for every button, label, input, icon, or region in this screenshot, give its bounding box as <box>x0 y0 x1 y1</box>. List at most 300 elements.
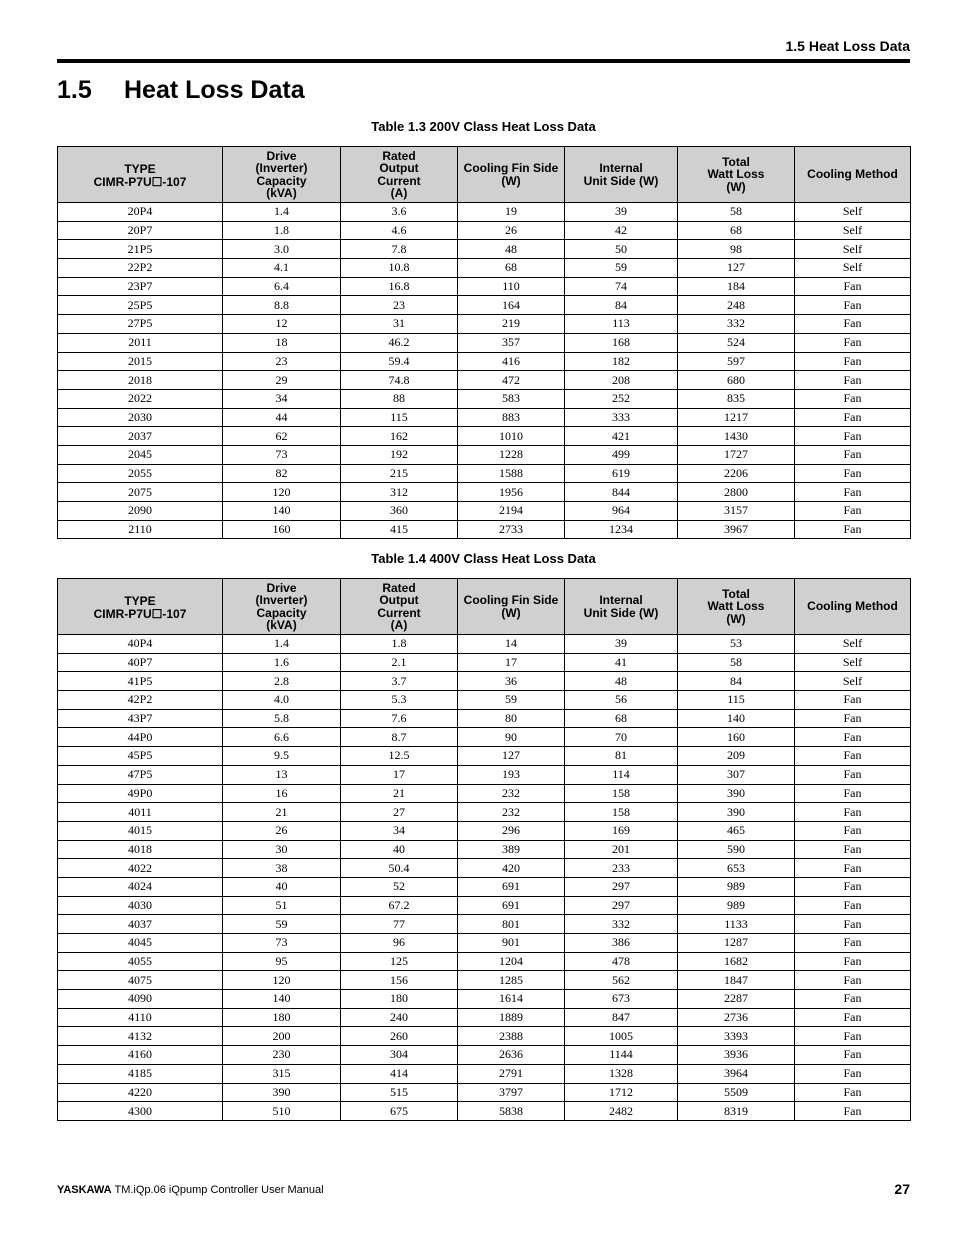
cell-total: 989 <box>678 877 795 896</box>
cell-total: 3936 <box>678 1046 795 1065</box>
cell-total: 58 <box>678 203 795 222</box>
cell-current: 240 <box>341 1008 458 1027</box>
column-header-fin <box>458 579 565 635</box>
cell-method: Fan <box>795 821 911 840</box>
cell-type: 20P7 <box>58 221 223 240</box>
cell-type: 4011 <box>58 803 223 822</box>
cell-total: 1217 <box>678 408 795 427</box>
column-header-line: Unit Side (W) <box>583 605 659 620</box>
cell-total: 3964 <box>678 1064 795 1083</box>
cell-internal: 81 <box>565 747 678 766</box>
cell-current: 415 <box>341 520 458 539</box>
cell-total: 1287 <box>678 934 795 953</box>
cell-total: 8319 <box>678 1102 795 1121</box>
cell-fin: 801 <box>458 915 565 934</box>
cell-method: Fan <box>795 483 911 502</box>
cell-capacity: 180 <box>223 1008 341 1027</box>
cell-fin: 36 <box>458 672 565 691</box>
cell-current: 67.2 <box>341 896 458 915</box>
column-header-line: (W) <box>726 611 746 626</box>
cell-method: Fan <box>795 728 911 747</box>
cell-internal: 42 <box>565 221 678 240</box>
cell-total: 2800 <box>678 483 795 502</box>
cell-internal: 74 <box>565 277 678 296</box>
cell-capacity: 200 <box>223 1027 341 1046</box>
cell-method: Fan <box>795 1046 911 1065</box>
column-header-line: (kVA) <box>266 618 297 632</box>
cell-current: 7.8 <box>341 240 458 259</box>
cell-method: Fan <box>795 296 911 315</box>
cell-fin: 1010 <box>458 427 565 446</box>
cell-total: 465 <box>678 821 795 840</box>
column-header-method <box>795 579 911 635</box>
cell-capacity: 29 <box>223 371 341 390</box>
cell-current: 5.3 <box>341 691 458 710</box>
cell-fin: 1889 <box>458 1008 565 1027</box>
table-row <box>58 203 911 222</box>
table-row <box>58 296 911 315</box>
cell-method: Fan <box>795 1008 911 1027</box>
column-header-line: Rated <box>382 580 416 595</box>
cell-method: Fan <box>795 952 911 971</box>
table-row <box>58 952 911 971</box>
cell-total: 127 <box>678 259 795 278</box>
cell-total: 248 <box>678 296 795 315</box>
table-row <box>58 990 911 1009</box>
cell-current: 52 <box>341 877 458 896</box>
cell-method: Fan <box>795 934 911 953</box>
cell-current: 675 <box>341 1102 458 1121</box>
cell-total: 1847 <box>678 971 795 990</box>
cell-type: 47P5 <box>58 765 223 784</box>
cell-fin: 127 <box>458 747 565 766</box>
column-header-line: (kVA) <box>266 186 297 200</box>
cell-current: 414 <box>341 1064 458 1083</box>
cell-capacity: 1.6 <box>223 653 341 672</box>
column-header-fin <box>458 147 565 203</box>
cell-capacity: 6.6 <box>223 728 341 747</box>
cell-capacity: 40 <box>223 877 341 896</box>
cell-type: 4110 <box>58 1008 223 1027</box>
cell-type: 40P7 <box>58 653 223 672</box>
cell-current: 27 <box>341 803 458 822</box>
cell-type: 49P0 <box>58 784 223 803</box>
cell-current: 312 <box>341 483 458 502</box>
cell-method: Self <box>795 259 911 278</box>
column-header-type <box>58 579 223 635</box>
cell-capacity: 38 <box>223 859 341 878</box>
table-row <box>58 427 911 446</box>
cell-capacity: 120 <box>223 971 341 990</box>
cell-fin: 389 <box>458 840 565 859</box>
cell-current: 8.7 <box>341 728 458 747</box>
cell-capacity: 6.4 <box>223 277 341 296</box>
cell-type: 2055 <box>58 464 223 483</box>
page-number: 27 <box>894 1181 910 1197</box>
cell-internal: 1712 <box>565 1083 678 1102</box>
cell-capacity: 3.0 <box>223 240 341 259</box>
cell-capacity: 140 <box>223 990 341 1009</box>
cell-internal: 332 <box>565 915 678 934</box>
cell-current: 12.5 <box>341 747 458 766</box>
cell-total: 209 <box>678 747 795 766</box>
column-header-line: Watt Loss <box>707 599 765 614</box>
cell-total: 307 <box>678 765 795 784</box>
footer-manual: TM.iQp.06 iQpump Controller User Manual <box>114 1184 324 1196</box>
cell-current: 40 <box>341 840 458 859</box>
cell-type: 2030 <box>58 408 223 427</box>
cell-method: Fan <box>795 445 911 464</box>
cell-capacity: 23 <box>223 352 341 371</box>
table-row <box>58 747 911 766</box>
cell-type: 2090 <box>58 502 223 521</box>
cell-current: 115 <box>341 408 458 427</box>
cell-capacity: 2.8 <box>223 672 341 691</box>
cell-capacity: 230 <box>223 1046 341 1065</box>
cell-capacity: 73 <box>223 445 341 464</box>
cell-type: 20P4 <box>58 203 223 222</box>
cell-method: Fan <box>795 277 911 296</box>
cell-internal: 39 <box>565 203 678 222</box>
cell-type: 2037 <box>58 427 223 446</box>
cell-type: 4018 <box>58 840 223 859</box>
section-title-text: Heat Loss Data <box>124 76 305 104</box>
table-caption-400v: Table 1.4 400V Class Heat Loss Data <box>371 551 596 566</box>
table-row <box>58 1102 911 1121</box>
cell-internal: 68 <box>565 709 678 728</box>
cell-total: 835 <box>678 389 795 408</box>
cell-total: 597 <box>678 352 795 371</box>
column-header-line: Total <box>722 586 750 601</box>
cell-total: 58 <box>678 653 795 672</box>
table-header-row <box>58 147 911 203</box>
cell-type: 2022 <box>58 389 223 408</box>
cell-capacity: 390 <box>223 1083 341 1102</box>
cell-method: Fan <box>795 315 911 334</box>
column-header-line: (W) <box>501 173 521 188</box>
cell-type: 4015 <box>58 821 223 840</box>
cell-current: 1.8 <box>341 635 458 654</box>
cell-capacity: 21 <box>223 803 341 822</box>
table-row <box>58 1083 911 1102</box>
heat-loss-table-400v <box>57 578 911 1121</box>
cell-internal: 847 <box>565 1008 678 1027</box>
cell-current: 34 <box>341 821 458 840</box>
table-row <box>58 672 911 691</box>
cell-capacity: 30 <box>223 840 341 859</box>
cell-total: 160 <box>678 728 795 747</box>
footer-brand: YASKAWA <box>57 1184 112 1196</box>
cell-total: 53 <box>678 635 795 654</box>
column-header-capacity <box>223 147 341 203</box>
column-header-line: Rated <box>382 148 416 163</box>
cell-fin: 472 <box>458 371 565 390</box>
cell-method: Fan <box>795 803 911 822</box>
cell-internal: 158 <box>565 784 678 803</box>
section-number: 1.5 <box>57 76 92 104</box>
cell-method: Self <box>795 203 911 222</box>
cell-type: 4037 <box>58 915 223 934</box>
table-row <box>58 408 911 427</box>
cell-method: Fan <box>795 1102 911 1121</box>
cell-internal: 70 <box>565 728 678 747</box>
cell-fin: 1228 <box>458 445 565 464</box>
cell-type: 42P2 <box>58 691 223 710</box>
column-header-line: Cooling Fin Side <box>463 593 559 607</box>
cell-method: Fan <box>795 709 911 728</box>
cell-fin: 2791 <box>458 1064 565 1083</box>
cell-fin: 416 <box>458 352 565 371</box>
cell-capacity: 5.8 <box>223 709 341 728</box>
cell-fin: 26 <box>458 221 565 240</box>
cell-internal: 2482 <box>565 1102 678 1121</box>
cell-fin: 232 <box>458 784 565 803</box>
cell-fin: 1204 <box>458 952 565 971</box>
column-header-line: Total <box>722 154 750 169</box>
cell-type: 2075 <box>58 483 223 502</box>
cell-internal: 478 <box>565 952 678 971</box>
cell-internal: 333 <box>565 408 678 427</box>
cell-capacity: 34 <box>223 389 341 408</box>
column-header-line: (W) <box>726 179 746 194</box>
cell-total: 653 <box>678 859 795 878</box>
cell-method: Fan <box>795 502 911 521</box>
cell-method: Fan <box>795 896 911 915</box>
column-header-type <box>58 147 223 203</box>
cell-type: 22P2 <box>58 259 223 278</box>
cell-capacity: 160 <box>223 520 341 539</box>
cell-total: 84 <box>678 672 795 691</box>
cell-fin: 2388 <box>458 1027 565 1046</box>
cell-type: 4185 <box>58 1064 223 1083</box>
table-row <box>58 483 911 502</box>
running-header: 1.5 Heat Loss Data <box>785 38 910 54</box>
column-header-line: Capacity <box>256 605 307 620</box>
cell-fin: 80 <box>458 709 565 728</box>
table-row <box>58 691 911 710</box>
column-header-internal <box>565 579 678 635</box>
table-row <box>58 728 911 747</box>
cell-type: 45P5 <box>58 747 223 766</box>
table-row <box>58 221 911 240</box>
cell-type: 27P5 <box>58 315 223 334</box>
cell-method: Self <box>795 635 911 654</box>
cell-capacity: 44 <box>223 408 341 427</box>
cell-method: Fan <box>795 520 911 539</box>
cell-method: Fan <box>795 840 911 859</box>
cell-type: 4055 <box>58 952 223 971</box>
cell-total: 524 <box>678 333 795 352</box>
cell-method: Fan <box>795 784 911 803</box>
column-header-line: Current <box>377 173 421 188</box>
cell-internal: 673 <box>565 990 678 1009</box>
cell-current: 77 <box>341 915 458 934</box>
cell-current: 88 <box>341 389 458 408</box>
cell-internal: 41 <box>565 653 678 672</box>
cell-capacity: 140 <box>223 502 341 521</box>
cell-current: 156 <box>341 971 458 990</box>
cell-capacity: 18 <box>223 333 341 352</box>
table-row <box>58 389 911 408</box>
cell-type: 21P5 <box>58 240 223 259</box>
table-row <box>58 371 911 390</box>
cell-total: 3157 <box>678 502 795 521</box>
cell-method: Self <box>795 672 911 691</box>
cell-internal: 182 <box>565 352 678 371</box>
cell-capacity: 62 <box>223 427 341 446</box>
cell-current: 125 <box>341 952 458 971</box>
cell-internal: 113 <box>565 315 678 334</box>
cell-total: 2206 <box>678 464 795 483</box>
table-header-row <box>58 579 911 635</box>
cell-fin: 48 <box>458 240 565 259</box>
table-row <box>58 1046 911 1065</box>
column-header-line: Output <box>379 161 419 175</box>
cell-total: 140 <box>678 709 795 728</box>
cell-type: 40P4 <box>58 635 223 654</box>
cell-current: 180 <box>341 990 458 1009</box>
cell-capacity: 1.4 <box>223 203 341 222</box>
cell-current: 3.7 <box>341 672 458 691</box>
cell-capacity: 95 <box>223 952 341 971</box>
cell-current: 23 <box>341 296 458 315</box>
cell-current: 260 <box>341 1027 458 1046</box>
cell-internal: 619 <box>565 464 678 483</box>
cell-internal: 252 <box>565 389 678 408</box>
cell-internal: 158 <box>565 803 678 822</box>
cell-method: Fan <box>795 691 911 710</box>
cell-type: 44P0 <box>58 728 223 747</box>
cell-total: 1727 <box>678 445 795 464</box>
table-row <box>58 464 911 483</box>
table-row <box>58 635 911 654</box>
table-row <box>58 315 911 334</box>
cell-total: 184 <box>678 277 795 296</box>
column-header-capacity <box>223 579 341 635</box>
column-header-total <box>678 147 795 203</box>
cell-current: 304 <box>341 1046 458 1065</box>
cell-current: 10.8 <box>341 259 458 278</box>
cell-internal: 168 <box>565 333 678 352</box>
cell-internal: 1005 <box>565 1027 678 1046</box>
cell-current: 21 <box>341 784 458 803</box>
cell-fin: 232 <box>458 803 565 822</box>
cell-method: Fan <box>795 859 911 878</box>
cell-method: Fan <box>795 765 911 784</box>
cell-type: 2011 <box>58 333 223 352</box>
cell-fin: 357 <box>458 333 565 352</box>
cell-internal: 297 <box>565 877 678 896</box>
cell-fin: 90 <box>458 728 565 747</box>
cell-internal: 169 <box>565 821 678 840</box>
cell-fin: 1614 <box>458 990 565 1009</box>
cell-fin: 5838 <box>458 1102 565 1121</box>
cell-total: 390 <box>678 784 795 803</box>
table-row <box>58 765 911 784</box>
cell-type: 25P5 <box>58 296 223 315</box>
table-row <box>58 520 911 539</box>
cell-internal: 297 <box>565 896 678 915</box>
cell-capacity: 315 <box>223 1064 341 1083</box>
cell-current: 162 <box>341 427 458 446</box>
column-header-line: Cooling Fin Side <box>463 161 559 175</box>
column-header-line: CIMR-P7U☐-107 <box>93 174 187 189</box>
cell-fin: 2194 <box>458 502 565 521</box>
cell-capacity: 26 <box>223 821 341 840</box>
cell-capacity: 13 <box>223 765 341 784</box>
cell-current: 50.4 <box>341 859 458 878</box>
cell-capacity: 8.8 <box>223 296 341 315</box>
cell-method: Fan <box>795 371 911 390</box>
cell-method: Fan <box>795 747 911 766</box>
cell-type: 2018 <box>58 371 223 390</box>
cell-total: 3967 <box>678 520 795 539</box>
cell-capacity: 1.4 <box>223 635 341 654</box>
cell-total: 68 <box>678 221 795 240</box>
section-title <box>57 76 305 105</box>
cell-type: 2110 <box>58 520 223 539</box>
cell-method: Fan <box>795 1083 911 1102</box>
cell-internal: 1234 <box>565 520 678 539</box>
cell-type: 4300 <box>58 1102 223 1121</box>
cell-capacity: 510 <box>223 1102 341 1121</box>
cell-capacity: 59 <box>223 915 341 934</box>
cell-internal: 39 <box>565 635 678 654</box>
table-row <box>58 277 911 296</box>
cell-fin: 110 <box>458 277 565 296</box>
column-header-line: CIMR-P7U☐-107 <box>93 606 187 621</box>
column-header-line: Internal <box>599 161 643 175</box>
cell-internal: 844 <box>565 483 678 502</box>
cell-method: Fan <box>795 1064 911 1083</box>
column-header-line: (W) <box>501 605 521 620</box>
cell-current: 46.2 <box>341 333 458 352</box>
cell-current: 3.6 <box>341 203 458 222</box>
table-row <box>58 1064 911 1083</box>
cell-internal: 562 <box>565 971 678 990</box>
column-header-line: Drive <box>266 148 297 163</box>
table-row <box>58 502 911 521</box>
cell-method: Fan <box>795 877 911 896</box>
cell-fin: 19 <box>458 203 565 222</box>
cell-current: 4.6 <box>341 221 458 240</box>
column-header-current <box>341 579 458 635</box>
cell-fin: 296 <box>458 821 565 840</box>
cell-type: 4024 <box>58 877 223 896</box>
table-row <box>58 1008 911 1027</box>
cell-total: 1133 <box>678 915 795 934</box>
column-header-line: Internal <box>599 593 643 607</box>
cell-total: 5509 <box>678 1083 795 1102</box>
cell-internal: 499 <box>565 445 678 464</box>
table-row <box>58 803 911 822</box>
column-header-line: TYPE <box>124 594 156 608</box>
cell-capacity: 73 <box>223 934 341 953</box>
table-row <box>58 352 911 371</box>
cell-fin: 1285 <box>458 971 565 990</box>
column-header-line: Cooling Method <box>807 167 898 182</box>
cell-fin: 3797 <box>458 1083 565 1102</box>
cell-current: 515 <box>341 1083 458 1102</box>
cell-internal: 48 <box>565 672 678 691</box>
cell-type: 4132 <box>58 1027 223 1046</box>
cell-fin: 164 <box>458 296 565 315</box>
cell-fin: 2636 <box>458 1046 565 1065</box>
cell-current: 74.8 <box>341 371 458 390</box>
column-header-line: Watt Loss <box>707 167 765 182</box>
cell-total: 590 <box>678 840 795 859</box>
cell-current: 16.8 <box>341 277 458 296</box>
